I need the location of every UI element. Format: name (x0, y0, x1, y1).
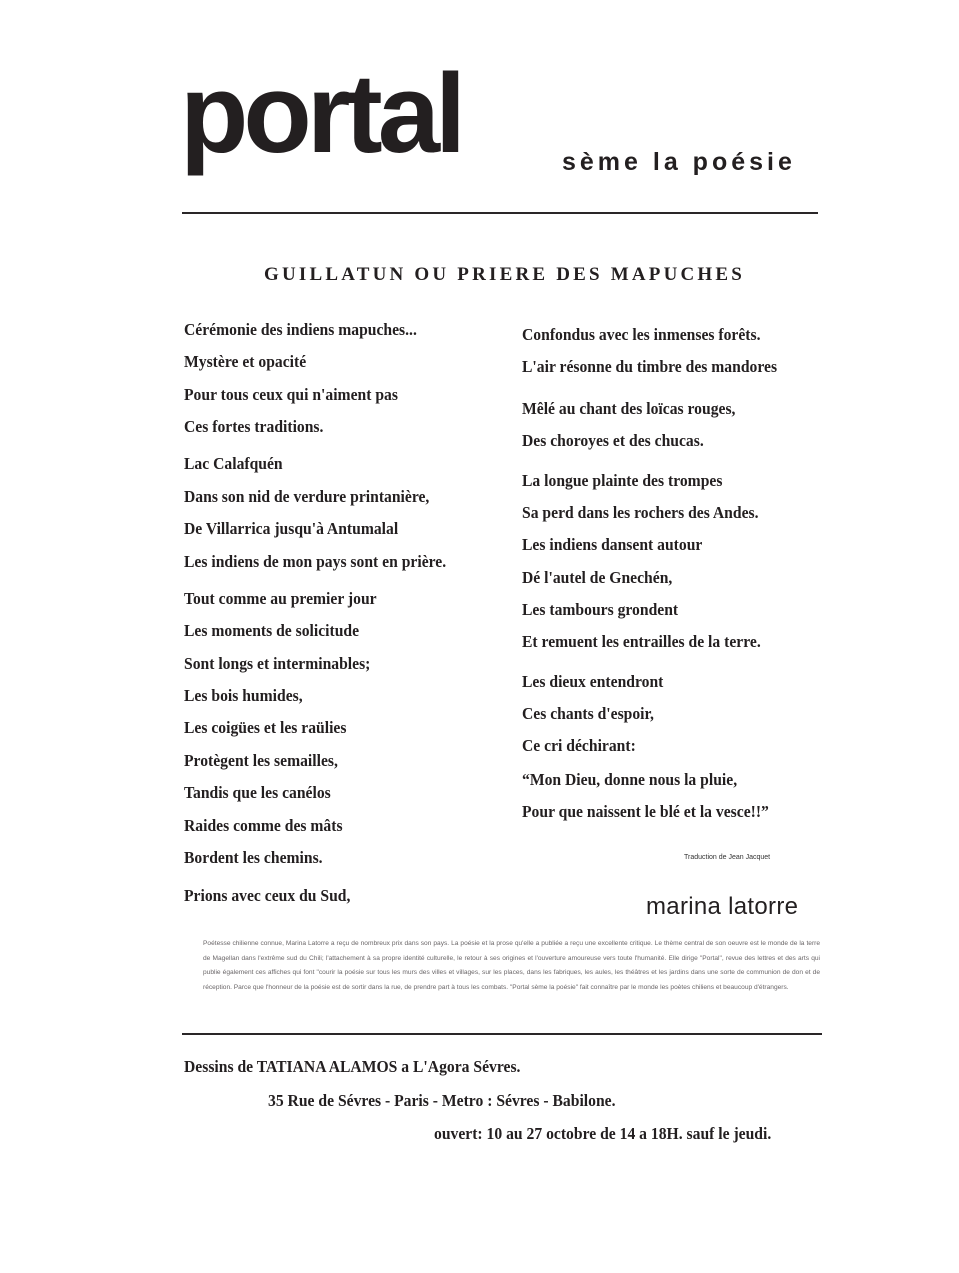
poem-line: La longue plainte des trompes (522, 471, 723, 490)
poem-line: Pour tous ceux qui n'aiment pas (184, 385, 398, 404)
poem-line: Des choroyes et des chucas. (522, 431, 704, 450)
poem-line: Sa perd dans les rochers des Andes. (522, 503, 759, 522)
poem-line: Sont longs et interminables; (184, 654, 371, 673)
poem-line: Les dieux entendront (522, 672, 664, 691)
poem-line: Ces fortes traditions. (184, 417, 324, 436)
poem-line: Mystère et opacité (184, 352, 307, 371)
poem-line: Les coigües et les raülies (184, 718, 347, 737)
divider-bottom (182, 1033, 822, 1035)
poem-line: Dé l'autel de Gnechén, (522, 568, 673, 587)
opening-hours-line: ouvert: 10 au 27 octobre de 14 a 18H. sauf le jeudi. (434, 1124, 772, 1143)
poem-title: GUILLATUN OU PRIERE DES MAPUCHES (264, 264, 746, 285)
translator-credit: Traduction de Jean Jacquet (684, 854, 771, 861)
poem-line: Les bois humides, (184, 686, 303, 705)
poem-line: Lac Calafquén (184, 454, 283, 473)
masthead-logo: portal (180, 51, 462, 176)
exhibition-line: Dessins de TATIANA ALAMOS a L'Agora Sévres. (184, 1057, 521, 1076)
poem-line: Pour que naissent le blé et la vesce!!” (522, 802, 769, 821)
poem-line: Dans son nid de verdure printanière, (184, 487, 430, 506)
poem-line: Confondus avec les inmenses forêts. (522, 325, 761, 344)
poem-line: Tout comme au premier jour (184, 589, 377, 608)
poem-line: Et remuent les entrailles de la terre. (522, 632, 761, 651)
poem-line: Ce cri déchirant: (522, 736, 636, 755)
poem-line: Raides comme des mâts (184, 816, 343, 835)
poem-line: “Mon Dieu, donne nous la pluie, (522, 770, 738, 789)
divider-top (182, 212, 818, 214)
poem-line: Protègent les semailles, (184, 751, 338, 770)
poem-line: Les indiens dansent autour (522, 535, 703, 554)
poem-line: Bordent les chemins. (184, 848, 323, 867)
poem-line: Cérémonie des indiens mapuches... (184, 320, 417, 339)
poem-line: Mêlé au chant des loïcas rouges, (522, 399, 736, 418)
poem-line: Les tambours grondent (522, 600, 679, 619)
poem-line: Ces chants d'espoir, (522, 704, 654, 723)
poem-line: Les moments de solicitude (184, 621, 360, 640)
poem-line: Les indiens de mon pays sont en prière. (184, 552, 447, 571)
author-bio: Poétesse chilienne connue, Marina Latorre a reçu de nombreux prix dans son pays. La poésie et la prose qu'elle a publiée a reçu une excellente critique. Le thème central de son oeuvre est le monde de la terre de Magellan dans l'extrême sud du Chili; l'attachement à sa propre identité culturelle, le retour à ses origines et l'ouverture amoureuse vers toute l'humanité. Elle dirige "Portal", revue des lettres et des arts qui publie également ces affiches qui font "courir la poésie sur tous les murs des villes et villages, sur les places, dans les fabriques, les aules, les théâtres et les jardins dans une sorte de communion de don et de réception. Parce que l'honneur de la poésie est de sortir dans la rue, de prendre part à tous les combats. "Portal sème la poésie" fait connaître par le monde les poètes chiliens et beaucoup d'étrangers. (203, 940, 820, 991)
tagline: sème la poésie (562, 148, 796, 176)
address-line: 35 Rue de Sévres - Paris - Metro : Sévres - Babilone. (268, 1091, 616, 1110)
poem-line: Prions avec ceux du Sud, (184, 886, 351, 905)
poem-line: L'air résonne du timbre des mandores (522, 357, 778, 376)
poem-line: Tandis que les canélos (184, 783, 331, 802)
poem-line: De Villarrica jusqu'à Antumalal (184, 519, 399, 538)
author-name: marina latorre (646, 893, 799, 920)
